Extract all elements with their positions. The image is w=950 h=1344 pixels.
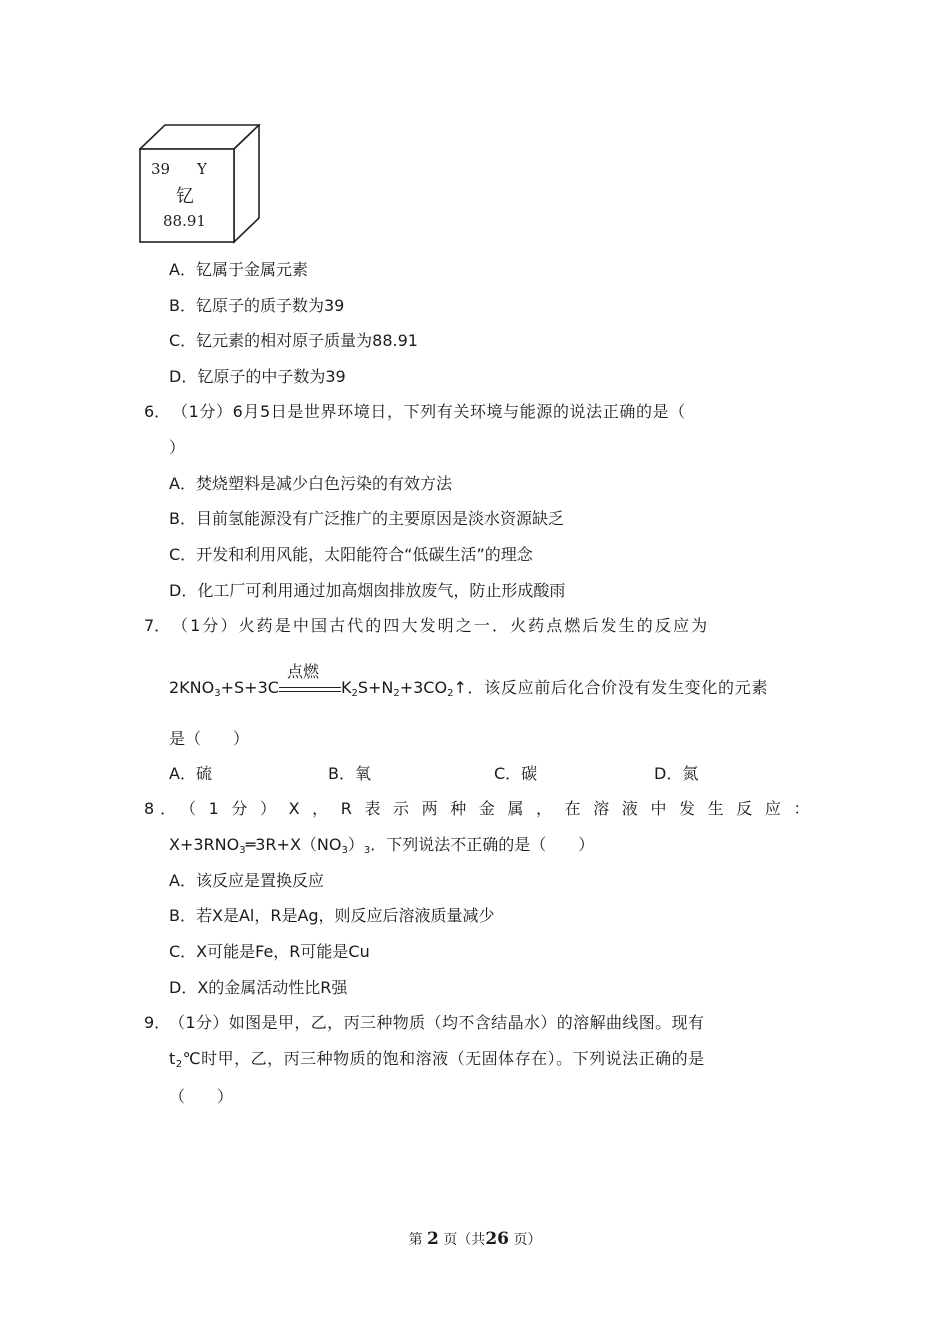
eq-text: +S+3C [220, 678, 279, 697]
q6-option-a: A．焚烧塑料是减少白色污染的有效方法 [169, 474, 452, 493]
element-number: 39 [151, 160, 171, 178]
q7-equation [169, 662, 769, 699]
q8-option-d: D．X的金属活动性比R强 [169, 978, 348, 997]
q6-number: 6． [144, 402, 171, 421]
q7-number: 7． [144, 616, 171, 635]
eq-sub: 2 [175, 1059, 183, 1070]
eq-text: K [340, 678, 352, 697]
eq-sub: 3 [214, 688, 221, 699]
q6-option-c: C．开发和利用风能，太阳能符合“低碳生活”的理念 [169, 545, 533, 564]
q8-number: 8． [144, 799, 183, 818]
eq-sub: 2 [393, 688, 400, 699]
q9-stem: （1分）如图是甲，乙，丙三种物质（均不含结晶水）的溶解曲线图。现有 [169, 1013, 705, 1032]
q6-stem-end: ） [169, 438, 186, 457]
eq-text: S+N [357, 678, 394, 697]
q5-option-a: A．钇属于金属元素 [169, 260, 308, 279]
q7-option-d: D．氮 [654, 764, 699, 783]
q7-stem: （1分）火药是中国古代的四大发明之一．火药点燃后发生的反应为 [172, 616, 710, 635]
q8-option-a: A．该反应是置换反应 [169, 871, 324, 890]
double-line [279, 691, 341, 692]
q7-option-c: C．碳 [494, 764, 538, 783]
q6-option-d: D．化工厂可利用通过加高烟囱排放废气，防止形成酸雨 [169, 581, 566, 600]
eq-sub: 3 [239, 845, 246, 856]
eq-sub: 2 [447, 688, 454, 699]
q5-option-d: D．钇原子的中子数为39 [169, 367, 346, 386]
footer-text: 页） [513, 1232, 542, 1248]
q9-number: 9． [144, 1013, 171, 1032]
q7-option-a: A．硫 [169, 764, 212, 783]
eq-text: ↑．该反应前后化合价没有发生变化的元素 [453, 678, 769, 697]
element-symbol: Y [197, 160, 207, 178]
q9-stem-end: （ ） [169, 1087, 234, 1106]
q7-stem-end: 是（ ） [169, 729, 250, 748]
element-name: 钇 [176, 186, 194, 207]
condition-label: 点燃 [286, 662, 319, 681]
q8-stem: （1分）X，R表示两种金属，在溶液中发生反应： [180, 799, 823, 818]
double-line [279, 687, 341, 688]
eq-text: ） [347, 835, 364, 854]
eq-text: t [169, 1049, 176, 1068]
q5-option-b: B．钇原子的质子数为39 [169, 296, 345, 315]
eq-text: +3CO [399, 678, 448, 697]
eq-text: X+3RNO [169, 835, 240, 854]
eq-text: ═3R+X（NO [245, 835, 342, 854]
eq-text: ℃时甲，乙，丙三种物质的饱和溶液（无固体存在）。下列说法正确的是 [182, 1049, 705, 1068]
total-pages: 26 [485, 1229, 509, 1249]
eq-text: 2KNO [169, 678, 215, 697]
eq-sub: 3 [363, 845, 371, 856]
footer-text: 页（共 [443, 1232, 486, 1248]
reaction-condition [279, 662, 341, 698]
page-footer [0, 1229, 950, 1249]
element-card-figure [139, 124, 261, 244]
element-mass: 88.91 [163, 212, 206, 230]
q5-option-c: C．钇元素的相对原子质量为88.91 [169, 331, 418, 350]
eq-sub: 2 [351, 688, 358, 699]
q7-option-b: B．氧 [328, 764, 371, 783]
q8-option-c: C．X可能是Fe，R可能是Cu [169, 942, 370, 961]
footer-text: 第 [408, 1232, 423, 1248]
q8-equation [169, 835, 594, 855]
eq-sub: 3 [341, 845, 348, 856]
q9-stem-line2 [169, 1049, 705, 1069]
eq-text: ．下列说法不正确的是（ ） [370, 835, 595, 854]
q8-option-b: B．若X是Al，R是Ag，则反应后溶液质量减少 [169, 906, 495, 925]
q6-stem: （1分）6月5日是世界环境日，下列有关环境与能源的说法正确的是（ [172, 402, 686, 421]
page-number: 2 [427, 1229, 439, 1249]
q6-option-b: B．目前氢能源没有广泛推广的主要原因是淡水资源缺乏 [169, 509, 564, 528]
